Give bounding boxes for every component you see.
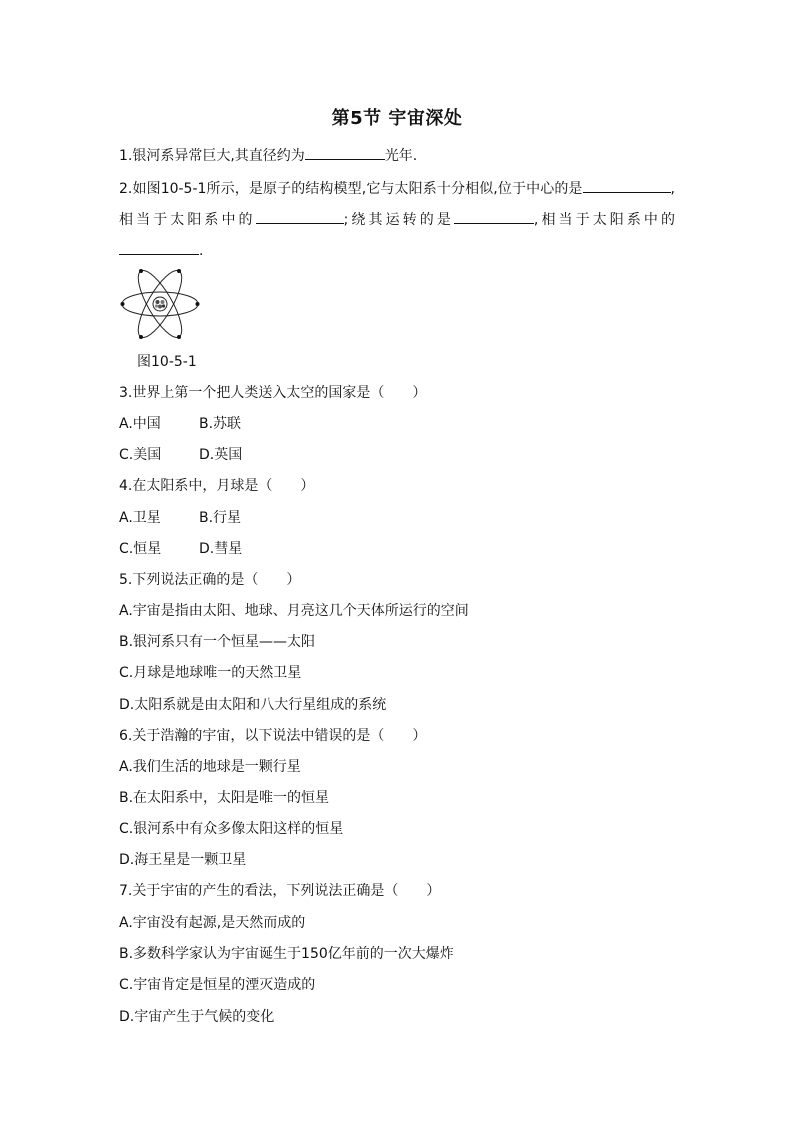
answer-blank — [119, 240, 199, 255]
option-b: B.多数科学家认为宇宙诞生于150亿年前的一次大爆炸 — [119, 946, 454, 962]
option-a: A.宇宙是指由太阳、地球、月亮这几个天体所运行的空间 — [119, 603, 469, 619]
question-2-text-3: ;绕其运转的是 — [343, 212, 454, 228]
question-1-unit: 光年. — [384, 148, 418, 164]
option-a: A.中国 — [119, 416, 161, 432]
option-d: D.彗星 — [199, 541, 243, 557]
question-6-stem: 6.关于浩瀚的宇宙，以下说法中错误的是（ ） — [119, 728, 427, 744]
figure-caption: 图10-5-1 — [137, 354, 197, 370]
page-title: 第5节 宇宙深处 — [331, 108, 463, 129]
atom-model-figure — [119, 266, 201, 342]
nucleus-icon — [153, 297, 167, 311]
option-d: D.太阳系就是由太阳和八大行星组成的系统 — [119, 697, 387, 713]
option-d: D.海王星是一颗卫星 — [119, 852, 247, 868]
question-1 — [119, 145, 417, 166]
option-b: B.在太阳系中，太阳是唯一的恒星 — [119, 790, 330, 806]
question-2-text-1: 2.如图10-5-1所示，是原子的结构模型,它与太阳系十分相似,位于中心的是 — [119, 181, 583, 197]
option-a: A.宇宙没有起源,是天然而成的 — [119, 915, 306, 931]
question-2-text-4: ,相当于太阳系中的 — [533, 212, 676, 228]
option-c: C.恒星 — [119, 541, 162, 557]
option-b: B.苏联 — [199, 416, 242, 432]
option-c: C.宇宙肯定是恒星的湮灭造成的 — [119, 977, 316, 993]
option-a: A.我们生活的地球是一颗行星 — [119, 759, 301, 775]
question-2 — [119, 174, 675, 267]
option-b: B.行星 — [199, 510, 242, 526]
answer-blank — [454, 209, 534, 224]
option-d: D.宇宙产生于气候的变化 — [119, 1009, 275, 1025]
question-4-options-row-2 — [119, 539, 242, 559]
question-1-text: 1.银河系异常巨大,其直径约为 — [119, 148, 305, 164]
question-4-stem: 4.在太阳系中，月球是（ ） — [119, 478, 315, 494]
question-7-stem: 7.关于宇宙的产生的看法，下列说法正确是（ ） — [119, 883, 441, 899]
option-b: B.银河系只有一个恒星——太阳 — [119, 634, 316, 650]
option-c: C.月球是地球唯一的天然卫星 — [119, 665, 302, 681]
question-3-options-row-2 — [119, 445, 242, 465]
answer-blank — [256, 209, 344, 224]
question-5-stem: 5.下列说法正确的是（ ） — [119, 572, 301, 588]
question-2-text-5: . — [199, 243, 204, 259]
question-3-stem: 3.世界上第一个把人类送入太空的国家是（ ） — [119, 385, 427, 401]
question-4-options-row-1 — [119, 508, 241, 528]
answer-blank — [583, 178, 671, 193]
question-3-options-row-1 — [119, 414, 241, 434]
option-d: D.英国 — [199, 447, 243, 463]
option-c: C.银河系中有众多像太阳这样的恒星 — [119, 821, 344, 837]
option-c: C.美国 — [119, 447, 162, 463]
option-a: A.卫星 — [119, 510, 161, 526]
answer-blank — [305, 145, 385, 160]
question-2-text-2: ,相当于太阳系中的 — [119, 181, 675, 228]
